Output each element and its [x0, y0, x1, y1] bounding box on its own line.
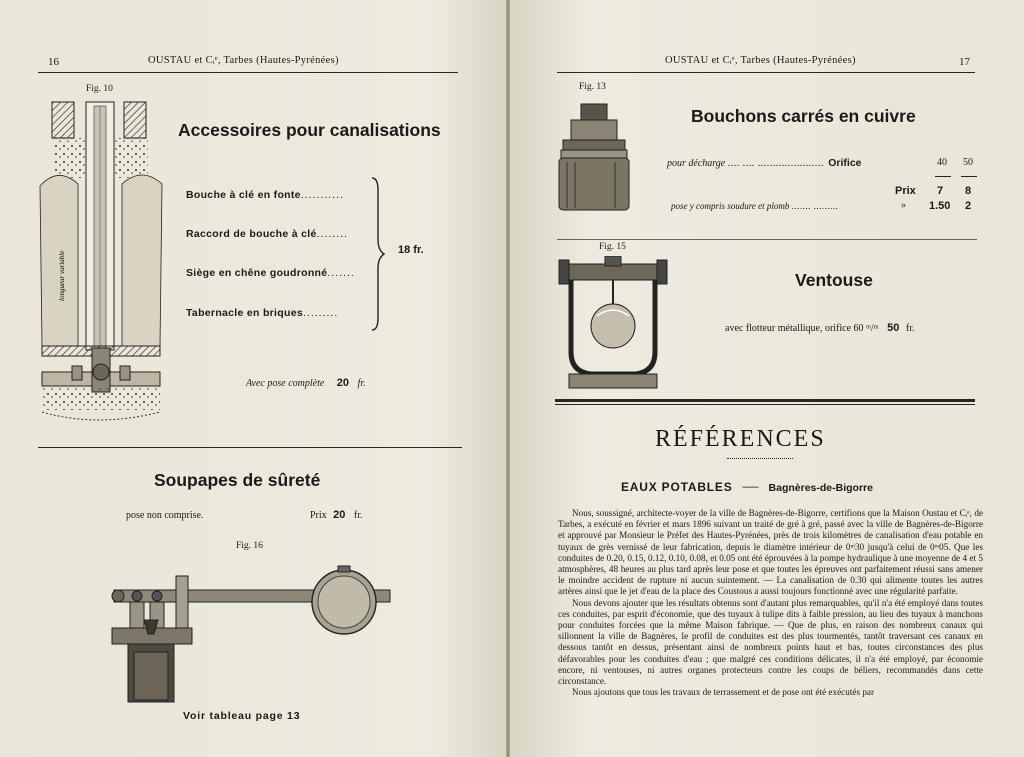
orifice-50: 50: [963, 157, 973, 168]
running-head: OUSTAU et Cᵢᵉ, Tarbes (Hautes-Pyrénées): [665, 55, 856, 66]
page-number: 17: [959, 56, 970, 68]
fig10-illustration: [38, 96, 164, 428]
pose-line: Avec pose complète 20 fr.: [246, 377, 366, 389]
page-number: 16: [48, 56, 59, 68]
book-gutter: [506, 0, 510, 757]
fig10-caption: longueur variable: [58, 250, 66, 301]
orifice-40: 40: [937, 157, 947, 168]
paragraph: Nous devons ajouter que les résultats obtenus sont d'autant plus remarquables, qu'il n'a été employé dans toutes ces conduites, par esprit d'économie, que des tuyaux à tulipe dits à faible pression, au lieu des tuyaux à manchons pour conduites forcées que la même Maison fabrique. — Que de plus, en raison des nombreux canaux qui sillonnent la ville de Bagnères, le profil de conduites est des plus tourmentés, tantôt traversant ces canaux en dessous tantôt en dessus, présentant ainsi de nombreux points haut et bas, toutes circonstances des plus défavorables pour les conduites d'eau ; que malgré ces conditions délicates, il n'a été employé, par économie encore, ni ventouses, ni autres organes protecteurs contre les coups de béliers, recommandés dans cette circonstance.: [558, 597, 983, 687]
col-rule: [935, 176, 951, 177]
row2-mark: »: [901, 200, 906, 211]
accessoires-title: Accessoires pour canalisations: [178, 120, 441, 140]
prix-50: 8: [965, 185, 972, 197]
references-subtitle: EAUX POTABLES — Bagnères-de-Bigorre: [621, 478, 873, 495]
ornament-rule: [727, 456, 793, 459]
fig15-label: Fig. 15: [599, 242, 626, 252]
header-rule: [38, 72, 458, 73]
pose-40: 1.50: [929, 200, 951, 212]
header-rule: [557, 72, 975, 73]
references-body: [558, 508, 983, 698]
fig16-illustration: [108, 560, 398, 706]
soupapes-price: Prix 20 fr.: [310, 509, 363, 521]
pose-50: 2: [965, 200, 972, 212]
fig15-illustration: [557, 256, 669, 392]
bouchons-title: Bouchons carrés en cuivre: [691, 106, 916, 126]
prix-label: Prix: [895, 185, 916, 197]
list-item: Bouche à clé en fonte...........: [186, 189, 344, 201]
fig13-illustration: [557, 96, 633, 212]
section-rule: [38, 447, 462, 448]
section-rule: [557, 239, 977, 240]
soupapes-title: Soupapes de sûreté: [154, 470, 321, 490]
bouchons-row2: pose y compris soudure et plomb ....... .........: [671, 201, 839, 211]
list-item: Tabernacle en briques.........: [186, 307, 339, 319]
fig16-label: Fig. 16: [236, 541, 263, 551]
bouchons-row1: pour décharge .... .... ...................... Orifice: [667, 157, 862, 169]
thick-rule: [555, 399, 975, 402]
paragraph: Nous, soussigné, architecte-voyer de la ville de Bagnères-de-Bigorre, certifions que la Maison Oustau et Cᵢᵉ, de Tarbes, a exécuté en février et mars 1896 suivant un traité de gré à gré, passé avec la ville de Bagnères-de-Bigorre et approuvé par Monsieur le Préfet des Hautes-Pyrénées, près de trois kilomètres de canalisation d'eau potable en tuyaux de grès vernissé de leur fabrication, depuis le diamètre intérieur de 0ᵐ30 jusqu'à celui de 0ᵐ05. Que les conduites de 0.20, 0.15, 0.12, 0.10, 0.08, et 0.05 ont été éprouvées à la pompe hydraulique à une moyenne de 4 et 5 atmosphères, 48 heures au plus tard après leur pose et que toutes les épreuves ont parfaitement réussi sans amener le moindre accident de rupture ni aucun suintement. — La canalisation de 0.30 qui alimente toutes les autres artères ainsi que le jet d'eau de la place des Coustous a aussi toujours fonctionné avec une régularité parfaite.: [558, 508, 983, 597]
prix-40: 7: [937, 185, 944, 197]
running-head: OUSTAU et Cᵢᵉ, Tarbes (Hautes-Pyrénées): [148, 55, 339, 66]
footer-note: Voir tableau page 13: [183, 710, 301, 722]
fig13-label: Fig. 13: [579, 82, 606, 92]
fig10-label: Fig. 10: [86, 84, 113, 94]
soupapes-note: pose non comprise.: [126, 510, 204, 521]
ventouse-title: Ventouse: [795, 270, 873, 290]
list-item: Raccord de bouche à clé........: [186, 228, 348, 240]
right-page: [509, 0, 1024, 757]
list-item: Siège en chêne goudronné.......: [186, 267, 355, 279]
col-rule: [961, 176, 977, 177]
accessoires-price: 18 fr.: [398, 244, 424, 256]
ventouse-desc: avec flotteur métallique, orifice 60 ᵐ/ᵐ 50 fr.: [725, 322, 915, 334]
paragraph: Nous ajoutons que tous les travaux de terrassement et de pose ont été exécutés par: [572, 687, 875, 698]
left-page: [0, 0, 508, 757]
thin-rule: [555, 404, 975, 405]
brace-icon: [368, 176, 386, 332]
references-title: RÉFÉRENCES: [655, 426, 826, 452]
